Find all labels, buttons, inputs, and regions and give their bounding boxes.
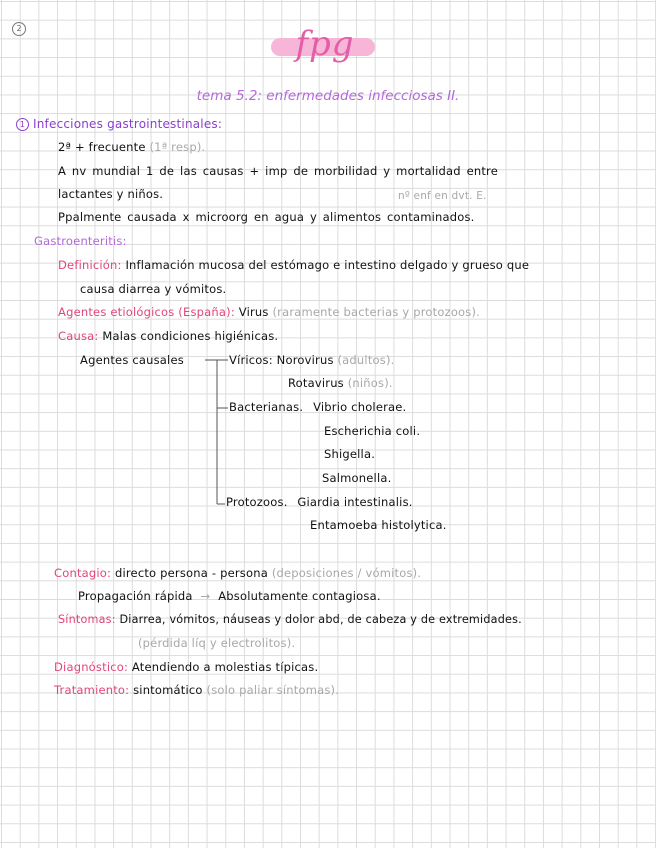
contagio-text: directo persona - persona xyxy=(114,566,268,580)
bacteria-name-4: Salmonella. xyxy=(322,471,392,485)
section-number: 1 xyxy=(16,118,29,131)
diagnosis-line xyxy=(54,660,318,674)
contagio-line xyxy=(54,566,421,580)
treatment-label: Tratamiento: xyxy=(54,683,130,697)
propagation-line xyxy=(78,589,381,603)
virus-name-2: Rotavirus xyxy=(288,376,344,390)
contagio-label: Contagio: xyxy=(54,566,112,580)
cause-text: Malas condiciones higiénicas. xyxy=(102,329,279,343)
page-number: 2 xyxy=(12,22,26,36)
virus-row-2 xyxy=(288,376,393,390)
symptoms-text: Diarrea, vómitos, náuseas y dolor abd, de cabeza y de extremidades. xyxy=(119,613,522,626)
protozoa-name-2: Entamoeba histolytica. xyxy=(310,518,447,532)
intro-line-3: Ppalmente causada x microorg en agua y alimentos contaminados. xyxy=(58,210,475,224)
agents-text: Virus xyxy=(238,305,269,319)
diagnosis-label: Diagnóstico: xyxy=(54,660,129,674)
propagation-text: Propagación rápida xyxy=(78,589,193,603)
gastro-heading: Gastroenteritis: xyxy=(34,234,127,248)
frequency-text: 2ª + frecuente xyxy=(58,140,146,154)
bacteria-name-1: Vibrio cholerae. xyxy=(313,400,407,414)
protozoa-row-1 xyxy=(226,495,413,509)
virus-note-1: (adultos). xyxy=(337,353,395,367)
bacteria-label: Bacterianas. xyxy=(229,400,304,414)
propagation-result: Absolutamente contagiosa. xyxy=(218,589,381,603)
virus-label: Víricos: xyxy=(229,353,273,367)
agents-note: (raramente bacterias y protozoos). xyxy=(272,305,481,319)
intro-line-2-note: nº enf en dvt. E. xyxy=(398,190,487,202)
frequency-note: (1ª resp). xyxy=(149,140,206,154)
agents-label: Agentes etiológicos (España): xyxy=(58,305,235,319)
virus-row-1 xyxy=(229,353,395,367)
protozoa-name-1: Giardia intestinalis. xyxy=(297,495,413,509)
causal-agents-label: Agentes causales xyxy=(80,353,184,367)
virus-note-2: (niños). xyxy=(347,376,393,390)
cause-label: Causa: xyxy=(58,329,99,343)
treatment-note: (solo paliar síntomas). xyxy=(206,683,340,697)
definition-label: Definición: xyxy=(58,258,122,272)
section-title: Infecciones gastrointestinales: xyxy=(33,117,223,131)
treatment-line xyxy=(54,683,339,697)
logo: fpg xyxy=(295,24,355,64)
bacteria-name-2: Escherichia coli. xyxy=(324,424,421,438)
symptoms-label: Síntomas: xyxy=(58,613,116,626)
diagnosis-text: Atendiendo a molestias típicas. xyxy=(131,660,319,674)
page-title: tema 5.2: enfermedades infecciosas II. xyxy=(196,88,460,104)
bacteria-row-1 xyxy=(229,400,406,414)
definition-text: Inflamación mucosa del estómago e intestino delgado y grueso que xyxy=(125,258,530,272)
symptoms-note: (pérdida líq y electrolitos). xyxy=(138,636,296,650)
arrow-right-icon: → xyxy=(200,589,211,603)
intro-line-2: lactantes y niños. xyxy=(58,187,164,201)
virus-name-1: Norovirus xyxy=(276,353,334,367)
intro-line-1: A nv mundial 1 de las causas + imp de morbilidad y mortalidad entre xyxy=(58,164,499,178)
treatment-text: sintomático xyxy=(133,683,203,697)
symptoms-line xyxy=(58,613,522,626)
bacteria-name-3: Shigella. xyxy=(324,447,376,461)
protozoa-label: Protozoos. xyxy=(226,495,288,509)
definition-line-2: causa diarrea y vómitos. xyxy=(80,282,227,296)
contagio-note: (deposiciones / vómitos). xyxy=(271,566,422,580)
